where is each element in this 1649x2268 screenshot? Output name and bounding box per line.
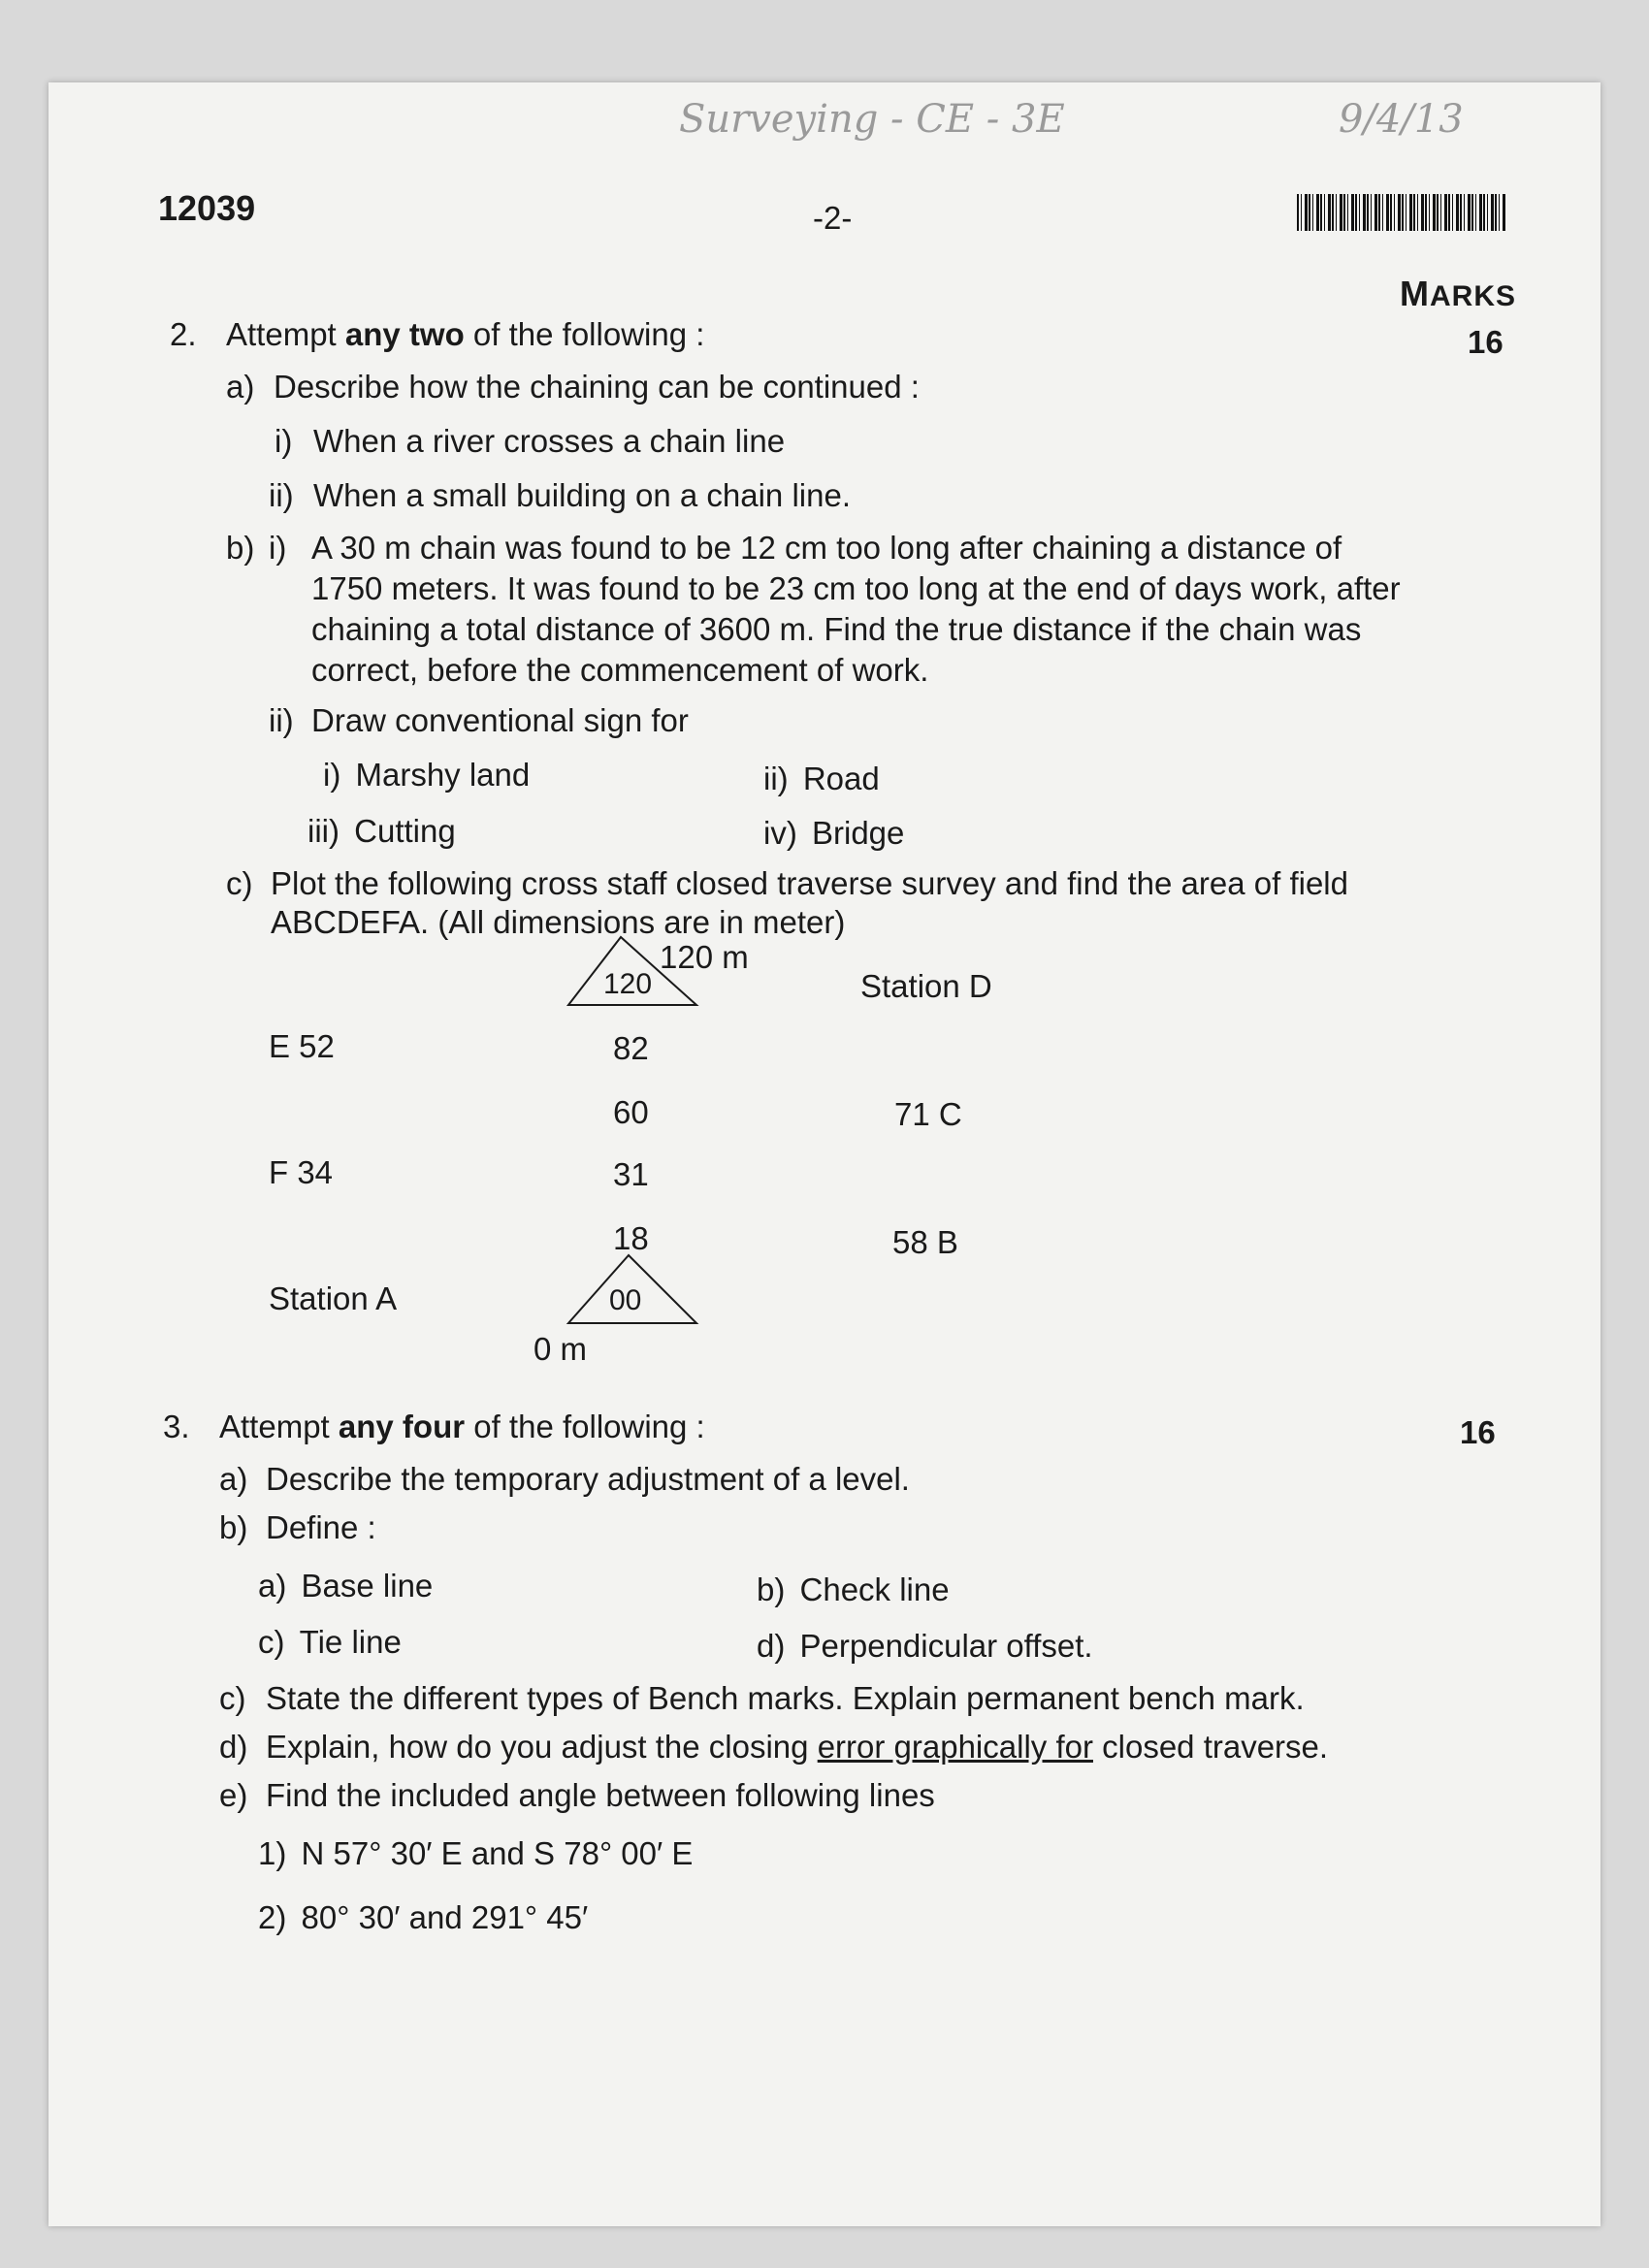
q3b-label: b) xyxy=(219,1509,248,1545)
q3-marks: 16 xyxy=(1460,1414,1496,1450)
q2b-i-label: i) xyxy=(269,530,287,566)
sign-item: iii) Cutting xyxy=(307,813,456,849)
station-a: Station A xyxy=(269,1280,398,1316)
offset-e: E 52 xyxy=(269,1028,335,1064)
q3c-label: c) xyxy=(219,1680,246,1716)
q2b-i-line2: 1750 meters. It was found to be 23 cm too long at the end of days work, after xyxy=(311,570,1401,606)
q2b-ii-label: ii) xyxy=(269,702,294,738)
paper-code: 12039 xyxy=(158,188,256,228)
top-chainage: 120 m xyxy=(660,939,749,975)
offset-f: F 34 xyxy=(269,1154,334,1190)
term-item: c) Tie line xyxy=(258,1624,402,1660)
q3a-text: Describe the temporary adjustment of a level. xyxy=(266,1461,910,1497)
q2c-line1: Plot the following cross staff closed traverse survey and find the area of field xyxy=(271,865,1348,901)
q3d-label: d) xyxy=(219,1729,248,1765)
q2c-label: c) xyxy=(226,865,253,901)
handwritten-note: Surveying - CE - 3E xyxy=(679,97,1065,142)
bottom-chainage: 0 m xyxy=(534,1331,588,1367)
q2b-i-line1: A 30 m chain was found to be 12 cm too long after chaining a distance of xyxy=(311,530,1342,566)
q2b-label: b) xyxy=(226,530,255,566)
offset-c: 71 C xyxy=(894,1096,962,1132)
q2b-i-line4: correct, before the commencement of work. xyxy=(311,652,929,688)
q2-instruction: Attempt any two of the following : xyxy=(226,316,705,352)
offset-b: 58 B xyxy=(892,1224,958,1260)
q2c-line2: ABCDEFA. (All dimensions are in meter) xyxy=(271,904,846,940)
marks-heading: MARKS xyxy=(1400,274,1517,313)
q3e-text: Find the included angle between following lines xyxy=(266,1777,935,1813)
q3b-text: Define : xyxy=(266,1509,376,1545)
q2a-i-text: When a river crosses a chain line xyxy=(313,423,786,459)
sign-item: ii) Road xyxy=(763,761,880,796)
barcode xyxy=(1297,194,1505,231)
q3e-label: e) xyxy=(219,1777,248,1813)
q2a-label: a) xyxy=(226,369,255,405)
q3a-label: a) xyxy=(219,1461,248,1497)
page-number: -2- xyxy=(813,200,853,236)
q3-number: 3. xyxy=(163,1409,190,1444)
chainage-31: 31 xyxy=(613,1156,649,1192)
q2a-text: Describe how the chaining can be continued : xyxy=(274,369,920,405)
chainage-60: 60 xyxy=(613,1094,649,1130)
handwritten-date: 9/4/13 xyxy=(1339,97,1464,142)
angle-item: 1) N 57° 30′ E and S 78° 00′ E xyxy=(258,1835,694,1871)
q2-marks: 16 xyxy=(1468,324,1504,360)
q2a-i-label: i) xyxy=(275,423,293,459)
term-item: d) Perpendicular offset. xyxy=(757,1628,1093,1664)
sign-item: i) Marshy land xyxy=(323,757,531,793)
q3d-text: Explain, how do you adjust the closing error graphically for closed traverse. xyxy=(266,1729,1329,1765)
term-item: a) Base line xyxy=(258,1568,434,1604)
station-d: Station D xyxy=(860,968,992,1004)
q2b-ii-text: Draw conventional sign for xyxy=(311,702,689,738)
q2a-ii-label: ii) xyxy=(269,477,294,513)
q2a-ii-text: When a small building on a chain line. xyxy=(313,477,851,513)
top-triangle-label: 120 xyxy=(603,968,653,1000)
q2-number: 2. xyxy=(170,316,197,352)
chainage-82: 82 xyxy=(613,1030,649,1066)
sign-item: iv) Bridge xyxy=(763,815,905,851)
q2b-i-line3: chaining a total distance of 3600 m. Find the true distance if the chain was xyxy=(311,611,1362,647)
q3c-text: State the different types of Bench marks. Explain permanent bench mark. xyxy=(266,1680,1305,1716)
q3-instruction: Attempt any four of the following : xyxy=(219,1409,705,1444)
chainage-18: 18 xyxy=(613,1220,649,1256)
term-item: b) Check line xyxy=(757,1571,950,1607)
angle-item: 2) 80° 30′ and 291° 45′ xyxy=(258,1899,589,1935)
bottom-triangle-label: 00 xyxy=(609,1284,642,1316)
